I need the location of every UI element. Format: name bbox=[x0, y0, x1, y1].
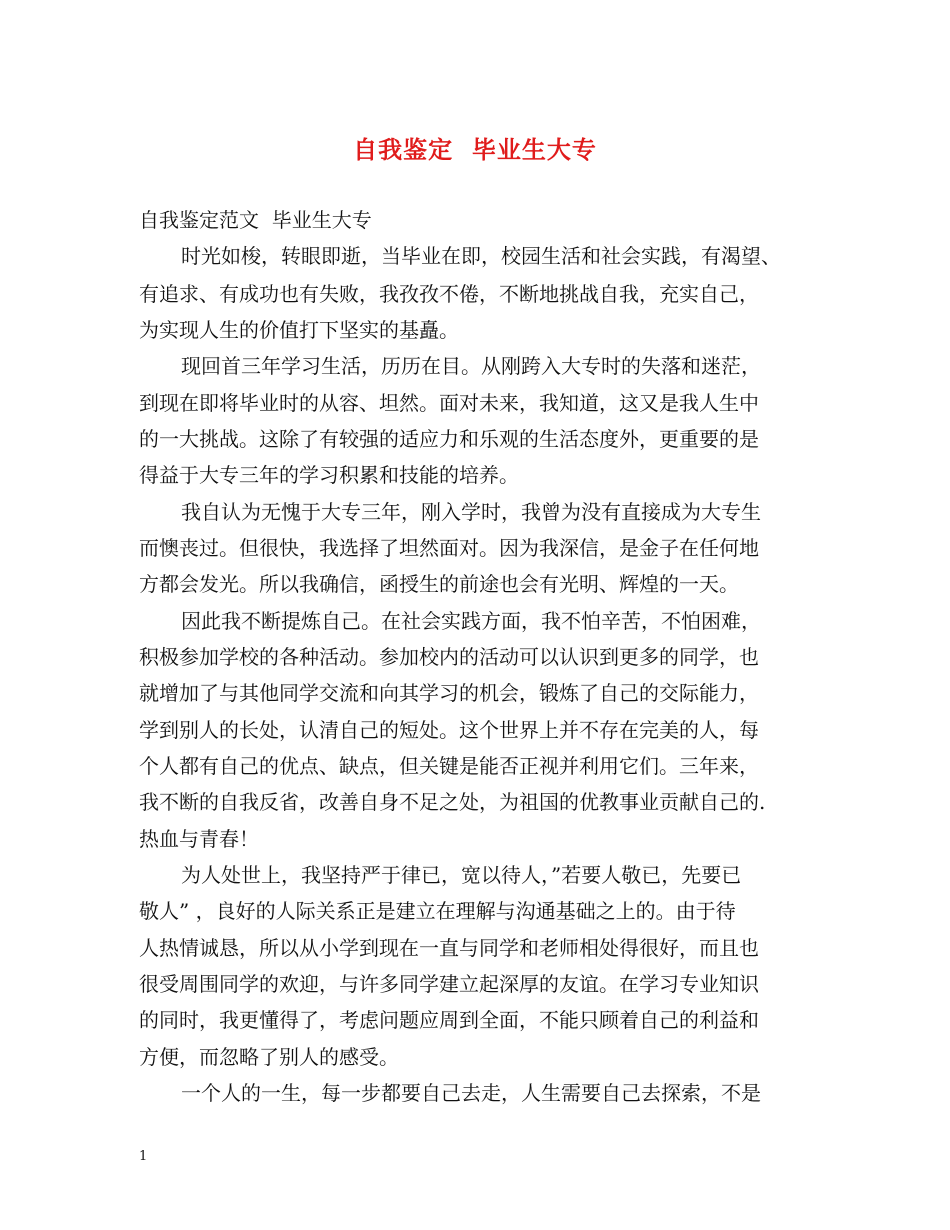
text-line: 时光如梭，转眼即逝，当毕业在即，校园生活和社会实践，有渴望、 bbox=[181, 244, 781, 268]
page-number: 1 bbox=[139, 1149, 148, 1164]
text-line: 学到别人的长处，认清自己的短处。这个世界上并不存在完美的人，每 bbox=[139, 718, 759, 742]
text-line: 得益于大专三年的学习积累和技能的培养。 bbox=[139, 463, 519, 487]
text-line: 一个人的一生，每一步都要自己去走，人生需要自己去探索，不是 bbox=[181, 1081, 761, 1105]
text-line: 现回首三年学习生活，历历在目。从刚跨入大专时的失落和迷茫， bbox=[181, 354, 761, 378]
text-line: 为实现人生的价值打下坚实的基矗。 bbox=[139, 318, 459, 342]
document-title: 自我鉴定 毕业生大专 bbox=[353, 135, 597, 164]
text-line: 敬人” ，良好的人际关系正是建立在理解与沟通基础之上的。由于待 bbox=[139, 899, 736, 923]
text-line: 到现在即将毕业时的从容、坦然。面对未来，我知道，这又是我人生中 bbox=[139, 391, 759, 415]
text-line: 的同时，我更懂得了，考虑问题应周到全面，不能只顾着自己的利益和 bbox=[139, 1008, 759, 1032]
document-subtitle: 自我鉴定范文 毕业生大专 bbox=[139, 208, 372, 232]
text-line: 就增加了与其他同学交流和向其学习的机会，锻炼了自己的交际能力， bbox=[139, 681, 759, 705]
text-line: 我自认为无愧于大专三年，刚入学时，我曾为没有直接成为大专生 bbox=[181, 500, 761, 524]
text-line: 很受周围同学的欢迎，与许多同学建立起深厚的友谊。在学习专业知识 bbox=[139, 972, 759, 996]
text-line: 有追求、有成功也有失败，我孜孜不倦，不断地挑战自我，充实自己， bbox=[139, 282, 759, 306]
text-line: 的一大挑战。这除了有较强的适应力和乐观的生活态度外，更重要的是 bbox=[139, 427, 759, 451]
text-line: 我不断的自我反省，改善自身不足之处，为祖国的优教事业贡献自己的. bbox=[139, 790, 766, 814]
text-line: 积极参加学校的各种活动。参加校内的活动可以认识到更多的同学，也 bbox=[139, 645, 759, 669]
text-line: 而懊丧过。但很快，我选择了坦然面对。因为我深信，是金子在任何地 bbox=[139, 536, 759, 560]
text-line: 个人都有自己的优点、缺点，但关键是能否正视并利用它们。三年来， bbox=[139, 754, 759, 778]
text-line: 因此我不断提炼自己。在社会实践方面，我不怕辛苦，不怕困难， bbox=[181, 609, 761, 633]
text-line: 方都会发光。所以我确信，函授生的前途也会有光明、辉煌的一天。 bbox=[139, 572, 739, 596]
text-line: 热血与青春！ bbox=[139, 827, 259, 851]
text-line: 人热情诚恳，所以从小学到现在一直与同学和老师相处得很好，而且也 bbox=[139, 936, 759, 960]
text-line: 方便，而忽略了别人的感受。 bbox=[139, 1045, 399, 1069]
text-line: 为人处世上，我坚持严于律已，宽以待人，”若要人敬已，先要已 bbox=[181, 863, 742, 887]
